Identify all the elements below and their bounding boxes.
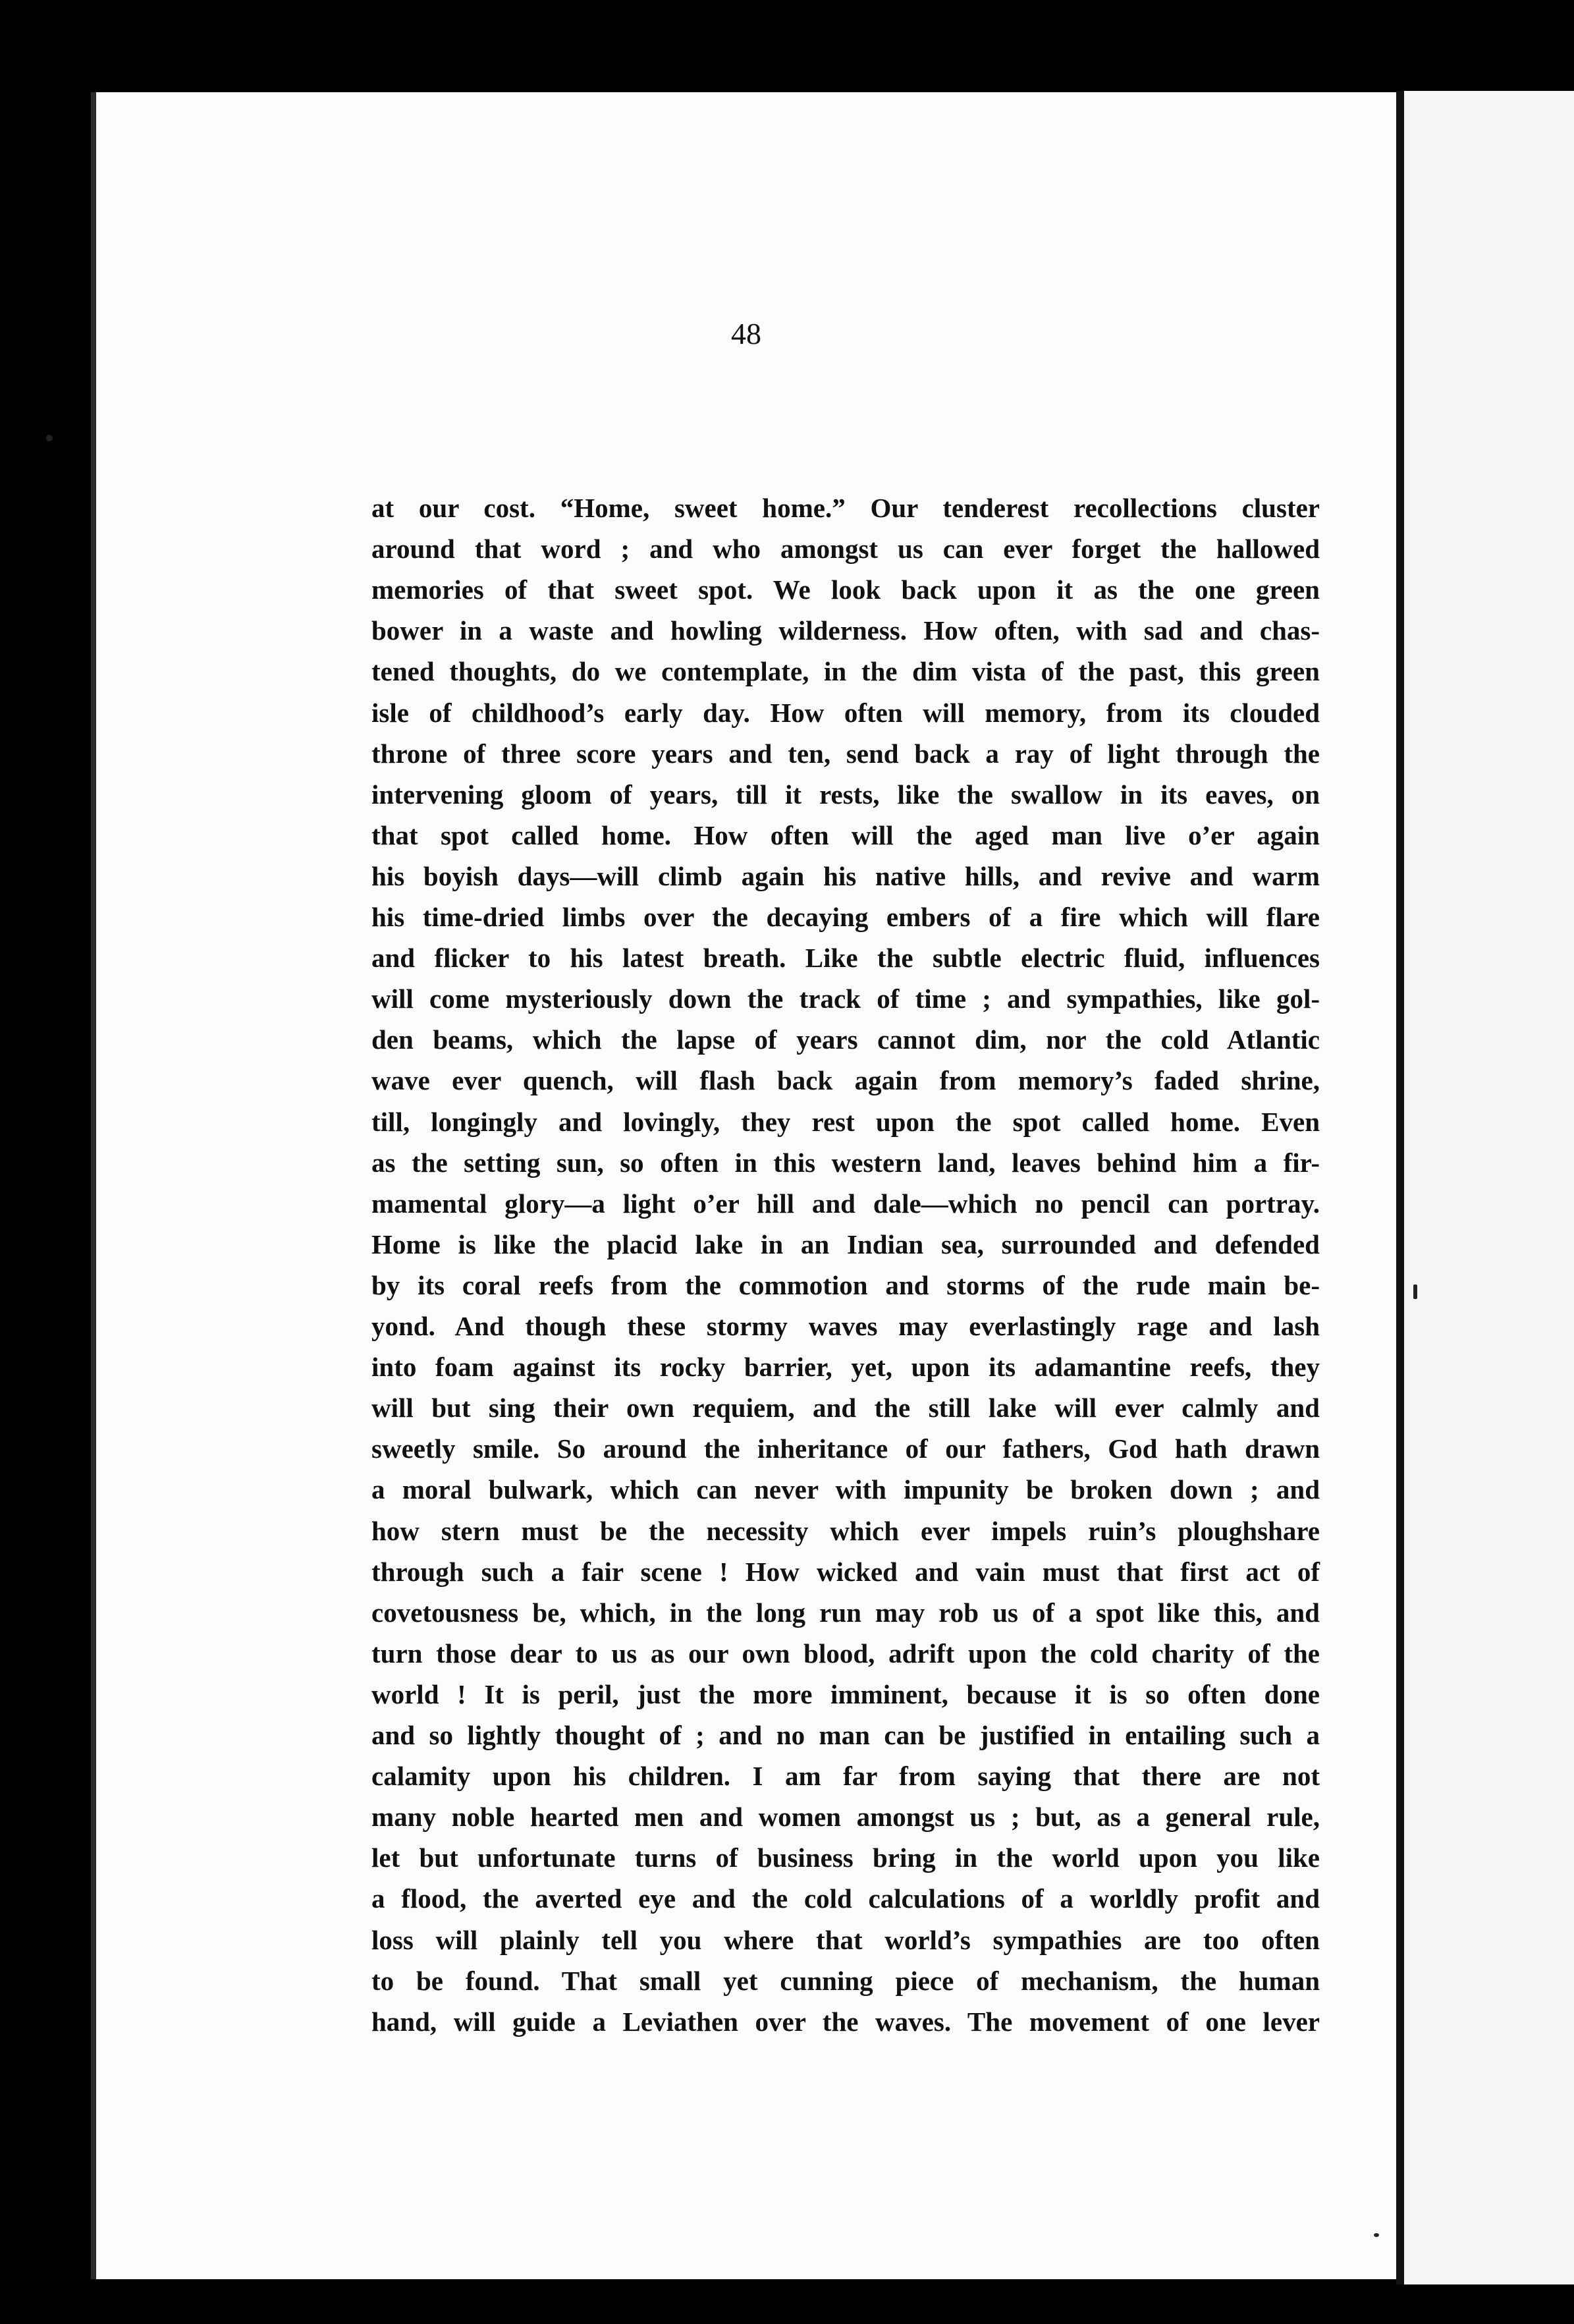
text-line: turn those dear to us as our own blood, adrift upon the cold charity of the	[371, 1638, 1320, 1669]
text-line: den beams, which the lapse of years cannot dim, nor the cold Atlantic	[371, 1024, 1320, 1055]
text-line: tened thoughts, do we contemplate, in the dim vista of the past, this green	[371, 656, 1320, 687]
text-line: mamental glory—a light o’er hill and dale—which no pencil can portray.	[371, 1188, 1320, 1219]
scan-speck	[1413, 1285, 1417, 1299]
text-line: loss will plainly tell you where that world’s sympathies are too often	[371, 1924, 1320, 1955]
text-line: by its coral reefs from the commotion and storms of the rude main be-	[371, 1269, 1320, 1300]
text-line: a moral bulwark, which can never with impunity be broken down ; and	[371, 1474, 1320, 1505]
text-line: let but unfortunate turns of business bring in the world upon you like	[371, 1842, 1320, 1873]
text-line: at our cost. “Home, sweet home.” Our tenderest recollections cluster	[371, 493, 1320, 523]
facing-page-edge	[1404, 91, 1574, 2284]
text-line: and so lightly thought of ; and no man can be justified in entailing such a	[371, 1720, 1320, 1750]
text-line: that spot called home. How often will the aged man live o’er again	[371, 819, 1320, 850]
page-gutter	[1396, 91, 1404, 2284]
text-line: into foam against its rocky barrier, yet, upon its adamantine reefs, they	[371, 1352, 1320, 1383]
text-line: how stern must be the necessity which ever impels ruin’s ploughshare	[371, 1515, 1320, 1546]
text-line: sweetly smile. So around the inheritance of our fathers, God hath drawn	[371, 1433, 1320, 1464]
text-line: world ! It is peril, just the more imminent, because it is so often done	[371, 1678, 1320, 1709]
scan-speck	[46, 435, 53, 441]
text-line: Home is like the placid lake in an Indian sea, surrounded and defended	[371, 1229, 1320, 1259]
text-line: a flood, the averted eye and the cold calculations of a worldly profit and	[371, 1883, 1320, 1914]
book-page	[91, 92, 1396, 2279]
text-line: through such a fair scene ! How wicked and vain must that first act of	[371, 1556, 1320, 1587]
text-line: around that word ; and who amongst us can ever forget the hallowed	[371, 534, 1320, 565]
text-line: will but sing their own requiem, and the still lake will ever calmly and	[371, 1393, 1320, 1424]
text-line: hand, will guide a Leviathen over the waves. The movement of one lever	[371, 2006, 1320, 2037]
text-line: memories of that sweet spot. We look back upon it as the one green	[371, 574, 1320, 605]
text-line: bower in a waste and howling wilderness. How often, with sad and chas-	[371, 615, 1320, 646]
text-line: isle of childhood’s early day. How often will memory, from its clouded	[371, 697, 1320, 728]
text-line: calamity upon his children. I am far from saying that there are not	[371, 1761, 1320, 1792]
text-line: as the setting sun, so often in this western land, leaves behind him a fir-	[371, 1147, 1320, 1178]
text-line: throne of three score years and ten, send back a ray of light through the	[371, 738, 1320, 769]
text-line: yond. And though these stormy waves may everlastingly rage and lash	[371, 1311, 1320, 1341]
text-line: will come mysteriously down the track of time ; and sympathies, like gol-	[371, 983, 1320, 1014]
text-line: wave ever quench, will flash back again from memory’s faded shrine,	[371, 1065, 1320, 1096]
text-line: his time-dried limbs over the decaying embers of a fire which will flare	[371, 902, 1320, 932]
text-line: many noble hearted men and women amongst us ; but, as a general rule,	[371, 1802, 1320, 1833]
text-line: to be found. That small yet cunning piece of mechanism, the human	[371, 1965, 1320, 1996]
text-line: intervening gloom of years, till it rests, like the swallow in its eaves, on	[371, 779, 1320, 810]
text-line: and flicker to his latest breath. Like the subtle electric fluid, influences	[371, 943, 1320, 974]
text-line: till, longingly and lovingly, they rest upon the spot called home. Even	[371, 1106, 1320, 1137]
text-line: covetousness be, which, in the long run may rob us of a spot like this, and	[371, 1597, 1320, 1628]
page-number: 48	[731, 317, 761, 350]
text-line: his boyish days—will climb again his native hills, and revive and warm	[371, 860, 1320, 891]
scan-speck	[1374, 2233, 1379, 2237]
